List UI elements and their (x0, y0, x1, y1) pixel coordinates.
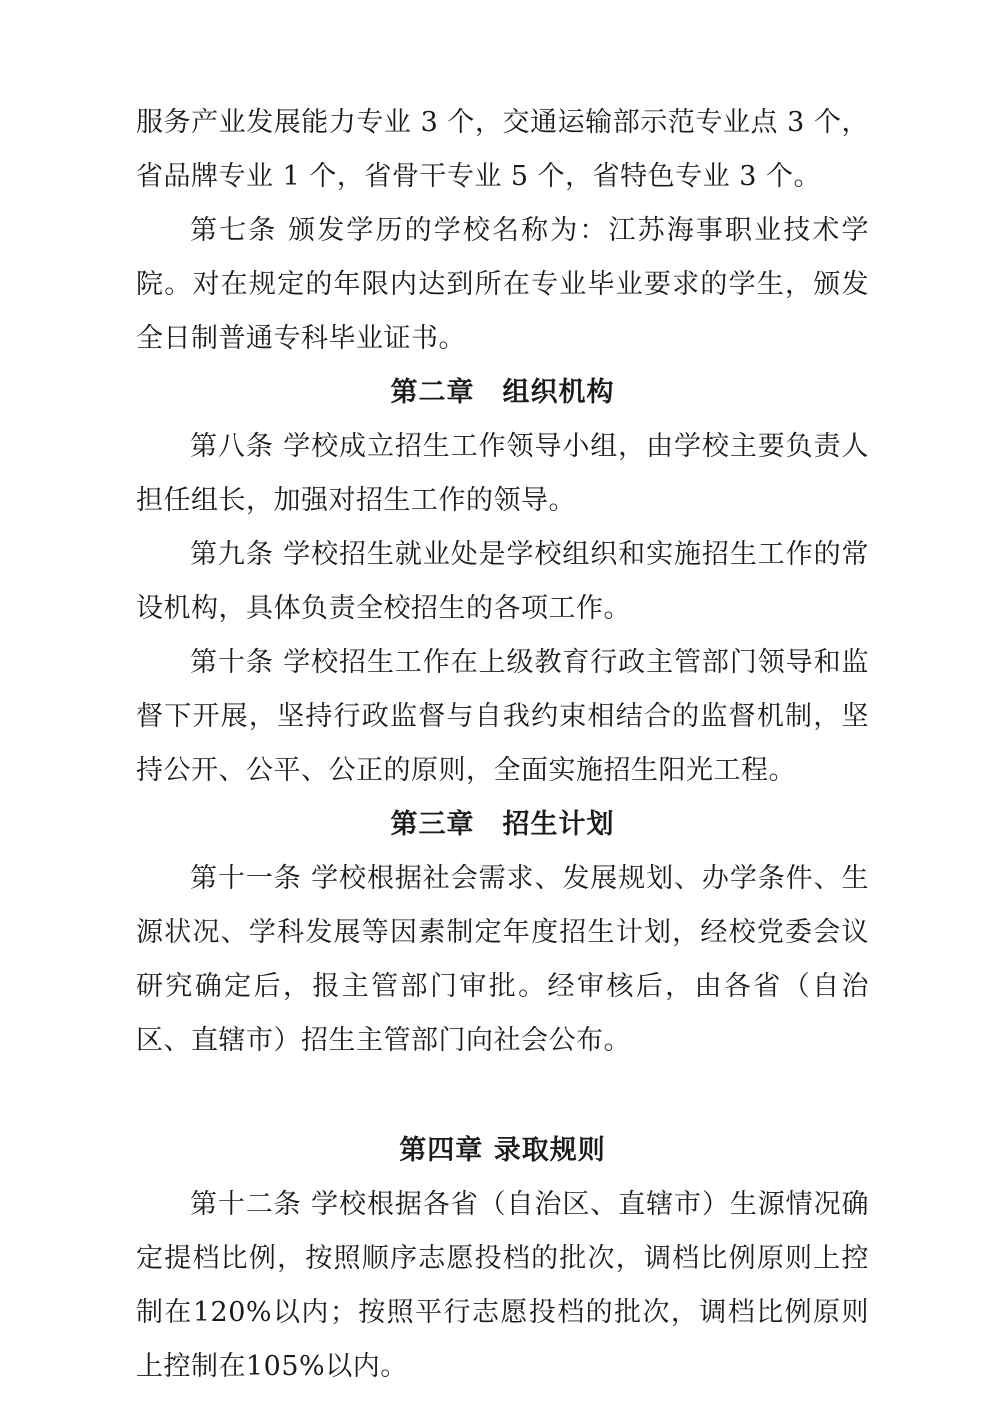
heading-chapter-four: 第四章 录取规则 (399, 1135, 606, 1166)
paragraph-article-eleven: 第十一条 学校根据社会需求、发展规划、办学条件、生源状况、学科发展等因素制定年度招生计划，经校党委会议研究确定后，报主管部门审批。经审核后，由各省（自治区、直辖市）招生主管部门向社会公布。 (136, 863, 869, 1056)
section-spacer (136, 1068, 869, 1124)
document-body (136, 96, 869, 1394)
paragraph-article-six-continued: 服务产业发展能力专业 3 个，交通运输部示范专业点 3 个，省品牌专业 1 个，省骨干专业 5 个，省特色专业 3 个。 (136, 107, 869, 192)
paragraph-article-nine: 第九条 学校招生就业处是学校组织和实施招生工作的常设机构，具体负责全校招生的各项工作。 (136, 539, 869, 624)
paragraph-article-ten: 第十条 学校招生工作在上级教育行政主管部门领导和监督下开展，坚持行政监督与自我约束相结合的监督机制，坚持公开、公平、公正的原则，全面实施招生阳光工程。 (136, 647, 869, 786)
paragraph-article-twelve: 第十二条 学校根据各省（自治区、直辖市）生源情况确定提档比例，按照顺序志愿投档的批次，调档比例原则上控制在120%以内；按照平行志愿投档的批次，调档比例原则上控制在105%以内。 (136, 1189, 869, 1382)
heading-chapter-two: 第二章 组织机构 (390, 377, 615, 408)
paragraph-article-seven: 第七条 颁发学历的学校名称为：江苏海事职业技术学院。对在规定的年限内达到所在专业毕业要求的学生，颁发全日制普通专科毕业证书。 (136, 215, 869, 354)
paragraph-article-eight: 第八条 学校成立招生工作领导小组，由学校主要负责人担任组长，加强对招生工作的领导。 (136, 431, 869, 516)
heading-chapter-three: 第三章 招生计划 (390, 809, 615, 840)
